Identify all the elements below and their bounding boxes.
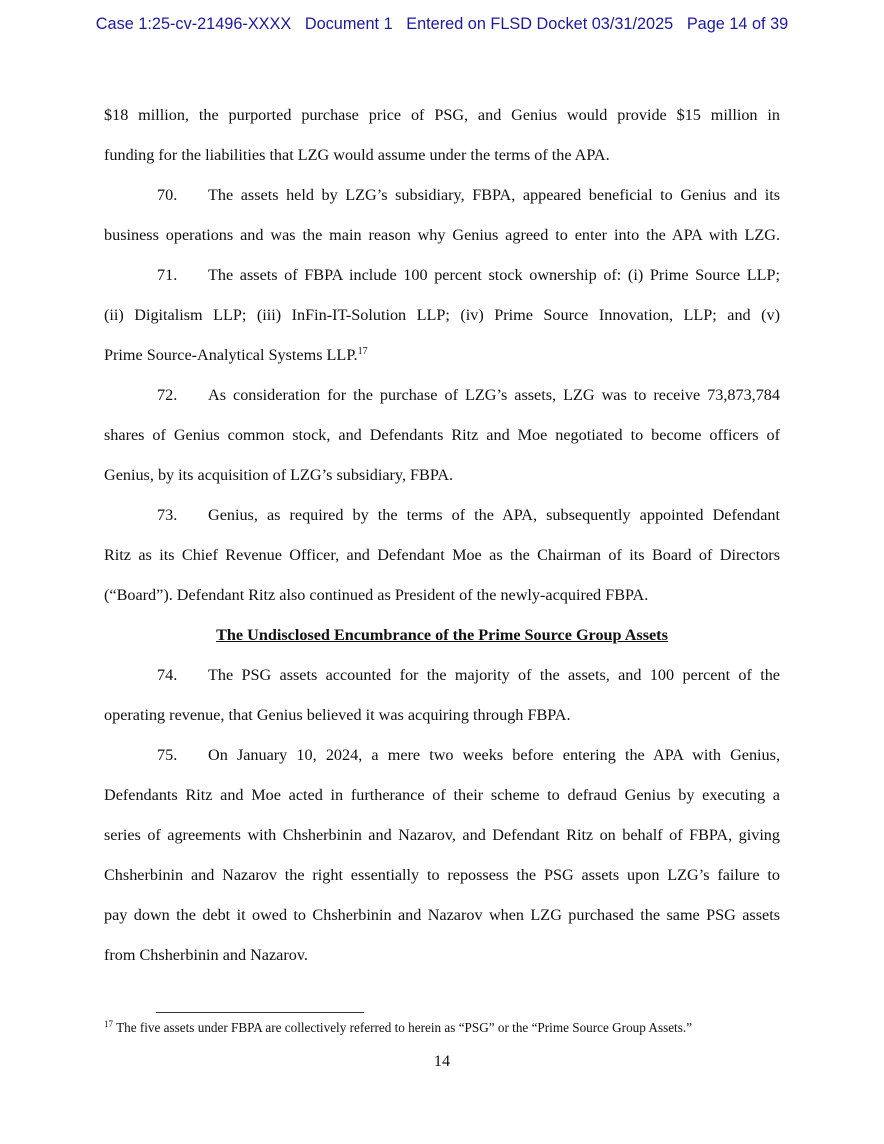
text-line: On January 10, 2024, a mere two weeks before entering the APA with Genius,: [208, 746, 780, 764]
document-number: Document 1: [304, 15, 393, 33]
page-number: 14: [433, 1052, 451, 1070]
text-line: shares of Genius common stock, and Defendants Ritz and Moe negotiated to become officers of: [104, 426, 780, 444]
text-line: series of agreements with Chsherbinin and Nazarov, and Defendant Ritz on behalf of FBPA, giving: [104, 826, 780, 844]
paragraph-71: [104, 255, 780, 295]
text-line: [104, 335, 780, 375]
text-span: Prime Source-Analytical Systems LLP.: [104, 346, 358, 364]
text-line: Genius, by its acquisition of LZG’s subsidiary, FBPA.: [104, 466, 454, 484]
text-line: Defendants Ritz and Moe acted in furtherance of their scheme to defraud Genius by executing a: [104, 786, 780, 804]
text-line: The PSG assets accounted for the majority of the assets, and 100 percent of the: [208, 666, 780, 684]
paragraph-72: [104, 375, 780, 415]
paragraph-number: 72.: [157, 386, 178, 404]
footnote: [104, 1020, 804, 1036]
text-line: Ritz as its Chief Revenue Officer, and Defendant Moe as the Chairman of its Board of Directors: [104, 546, 780, 564]
paragraph-number: 74.: [157, 666, 178, 684]
paragraph-number: 73.: [157, 506, 178, 524]
docket-header: [0, 15, 884, 34]
paragraph-70: [104, 175, 780, 215]
text-line: $18 million, the purported purchase price of PSG, and Genius would provide $15 million in: [104, 106, 780, 124]
paragraph-number: 71.: [157, 266, 178, 284]
text-line: funding for the liabilities that LZG would assume under the terms of the APA.: [104, 146, 610, 164]
text-line: The assets held by LZG’s subsidiary, FBPA, appeared beneficial to Genius and its: [208, 186, 780, 204]
text-line: pay down the debt it owed to Chsherbinin and Nazarov when LZG purchased the same PSG assets: [104, 906, 780, 924]
footnote-number: 17: [104, 1019, 113, 1029]
case-number: Case 1:25-cv-21496-XXXX: [95, 15, 292, 33]
paragraph-73: [104, 495, 780, 535]
paragraph-number: 75.: [157, 746, 178, 764]
footnote-text: The five assets under FBPA are collectively referred to herein as “PSG” or the “Prime Source Group Assets.”: [116, 1020, 693, 1035]
footnote-separator: [156, 1012, 364, 1013]
paragraph-74: [104, 655, 780, 695]
text-line: (“Board”). Defendant Ritz also continued as President of the newly-acquired FBPA.: [104, 586, 649, 604]
entered-date: Entered on FLSD Docket 03/31/2025: [406, 15, 674, 33]
text-line: operating revenue, that Genius believed it was acquiring through FBPA.: [104, 706, 571, 724]
page-indicator: Page 14 of 39: [686, 15, 789, 33]
text-line: (ii) Digitalism LLP; (iii) InFin-IT-Solution LLP; (iv) Prime Source Innovation, LLP; and (v): [104, 306, 780, 324]
footnote-reference[interactable]: 17: [357, 346, 368, 357]
text-line: Genius, as required by the terms of the APA, subsequently appointed Defendant: [208, 506, 780, 524]
text-line: business operations and was the main reason why Genius agreed to enter into the APA with LZG.: [104, 226, 780, 244]
section-heading: The Undisclosed Encumbrance of the Prime Source Group Assets: [216, 626, 668, 644]
text-line: The assets of FBPA include 100 percent stock ownership of: (i) Prime Source LLP;: [208, 266, 780, 284]
paragraph-75: [104, 735, 780, 775]
text-line: Chsherbinin and Nazarov the right essentially to repossess the PSG assets upon LZG’s failure to: [104, 866, 780, 884]
text-line: from Chsherbinin and Nazarov.: [104, 946, 308, 964]
text-line: As consideration for the purchase of LZG’s assets, LZG was to receive 73,873,784: [208, 386, 780, 404]
paragraph-number: 70.: [157, 186, 178, 204]
